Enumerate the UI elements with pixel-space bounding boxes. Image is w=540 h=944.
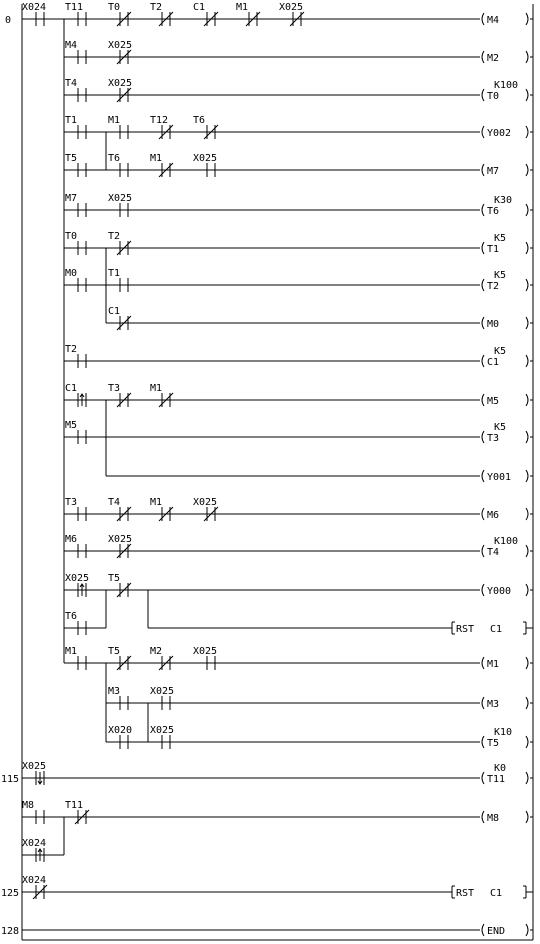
contact-label: T2 (65, 344, 78, 355)
contact-label: X024 (22, 2, 47, 13)
coil-label: T0 (487, 91, 500, 102)
output-coil (482, 697, 533, 710)
output-coil (482, 164, 533, 177)
coil-label: M2 (487, 53, 500, 64)
output-coil (482, 80, 533, 102)
contact-label: M0 (65, 268, 78, 279)
coil-setting: K30 (494, 195, 513, 206)
rst-operand: C1 (490, 624, 503, 635)
coil-label: Y000 (487, 586, 512, 597)
output-coil (482, 317, 533, 330)
output-coil (482, 233, 533, 255)
contact-label: M8 (22, 800, 35, 811)
output-coils (452, 13, 533, 937)
coil-setting: K100 (494, 536, 519, 547)
output-coil (482, 346, 533, 368)
coil-label: T1 (487, 244, 500, 255)
contact-label: X025 (22, 761, 47, 772)
output-coil (482, 270, 533, 292)
coil-label: T11 (487, 774, 506, 785)
coil-label: T6 (487, 206, 500, 217)
contact-label: M7 (65, 193, 78, 204)
end-instruction (482, 924, 533, 937)
contact-label: M1 (150, 383, 163, 394)
output-coil (482, 422, 533, 444)
contact-label: T1 (108, 268, 121, 279)
contact-label: M1 (150, 153, 163, 164)
output-coil (482, 508, 533, 521)
coil-label: M5 (487, 396, 500, 407)
contact-label: T0 (65, 231, 78, 242)
contact-label: C1 (193, 2, 206, 13)
rst-instruction (452, 886, 533, 899)
contact-label: X025 (108, 40, 133, 51)
contact-label: T2 (150, 2, 163, 13)
coil-setting: K100 (494, 80, 519, 91)
output-coil (482, 584, 533, 597)
step-number: 128 (1, 926, 20, 937)
coil-label: T2 (487, 281, 500, 292)
contact-label: T12 (150, 115, 169, 126)
contact-label: X025 (193, 153, 218, 164)
output-coil (482, 657, 533, 670)
step-number: 0 (5, 15, 12, 26)
contact-label: X025 (108, 78, 133, 89)
rst-operand: C1 (490, 888, 503, 899)
output-coil (482, 195, 533, 217)
step-number: 115 (1, 774, 20, 785)
rst-label: RST (456, 624, 475, 635)
contact-label: X025 (150, 686, 175, 697)
rst-instruction (452, 622, 533, 635)
contact-label: X025 (279, 2, 304, 13)
contact-label: T5 (65, 153, 78, 164)
output-coil (482, 13, 533, 26)
step-number: 125 (1, 888, 20, 899)
coil-label: M4 (487, 15, 500, 26)
contact-label: M1 (108, 115, 121, 126)
contact-label: X024 (22, 838, 47, 849)
coil-label: M8 (487, 813, 500, 824)
contact-label: T3 (65, 497, 78, 508)
coil-label: Y001 (487, 472, 512, 483)
contact-label: T6 (65, 611, 78, 622)
output-coil (482, 811, 533, 824)
coil-label: C1 (487, 357, 500, 368)
contact-label: C1 (108, 306, 121, 317)
contact-label: X020 (108, 725, 133, 736)
contact-label: X025 (193, 497, 218, 508)
coil-label: T5 (487, 738, 500, 749)
output-coil (482, 763, 533, 785)
contact-label: M4 (65, 40, 78, 51)
contact-label: T11 (65, 2, 84, 13)
contact-label: X025 (108, 193, 133, 204)
contact-label: M1 (236, 2, 249, 13)
output-coil (482, 470, 533, 483)
contact-label: M1 (65, 646, 78, 657)
contact-label: T6 (108, 153, 121, 164)
contact-label: T4 (108, 497, 121, 508)
contact-label: X025 (65, 573, 90, 584)
coil-setting: K5 (494, 270, 507, 281)
contact-label: M2 (150, 646, 163, 657)
coil-setting: K5 (494, 422, 507, 433)
contact-label: T2 (108, 231, 121, 242)
contact-label: T1 (65, 115, 78, 126)
output-coil (482, 394, 533, 407)
contact-label: T6 (193, 115, 206, 126)
contact-label: T11 (65, 800, 84, 811)
coil-label: T3 (487, 433, 500, 444)
coil-label: M3 (487, 699, 500, 710)
coil-label: M6 (487, 510, 500, 521)
contact-label: X024 (22, 875, 47, 886)
coil-setting: K5 (494, 233, 507, 244)
contact-label: M3 (108, 686, 121, 697)
contact-label: C1 (65, 383, 78, 394)
coil-label: M1 (487, 659, 500, 670)
contact-label: T5 (108, 646, 121, 657)
contact-label: T5 (108, 573, 121, 584)
contact-label: X025 (193, 646, 218, 657)
contact-label: X025 (108, 534, 133, 545)
output-coil (482, 51, 533, 64)
coil-setting: K0 (494, 763, 507, 774)
rung-0 (22, 2, 480, 26)
output-coil (482, 126, 533, 139)
rst-label: RST (456, 888, 475, 899)
contact-label: T3 (108, 383, 121, 394)
contact-label: M1 (150, 497, 163, 508)
coil-label: M7 (487, 166, 500, 177)
contact-label: M6 (65, 534, 78, 545)
contact-label: T0 (108, 2, 121, 13)
output-coil (482, 536, 533, 558)
coil-label: END (487, 926, 506, 937)
coil-setting: K10 (494, 727, 513, 738)
coil-label: Y002 (487, 128, 512, 139)
output-coil (482, 727, 533, 749)
contact-label: T4 (65, 78, 78, 89)
coil-setting: K5 (494, 346, 507, 357)
contact-label: X025 (150, 725, 175, 736)
coil-label: T4 (487, 547, 500, 558)
coil-label: M0 (487, 319, 500, 330)
contact-label: M5 (65, 420, 78, 431)
